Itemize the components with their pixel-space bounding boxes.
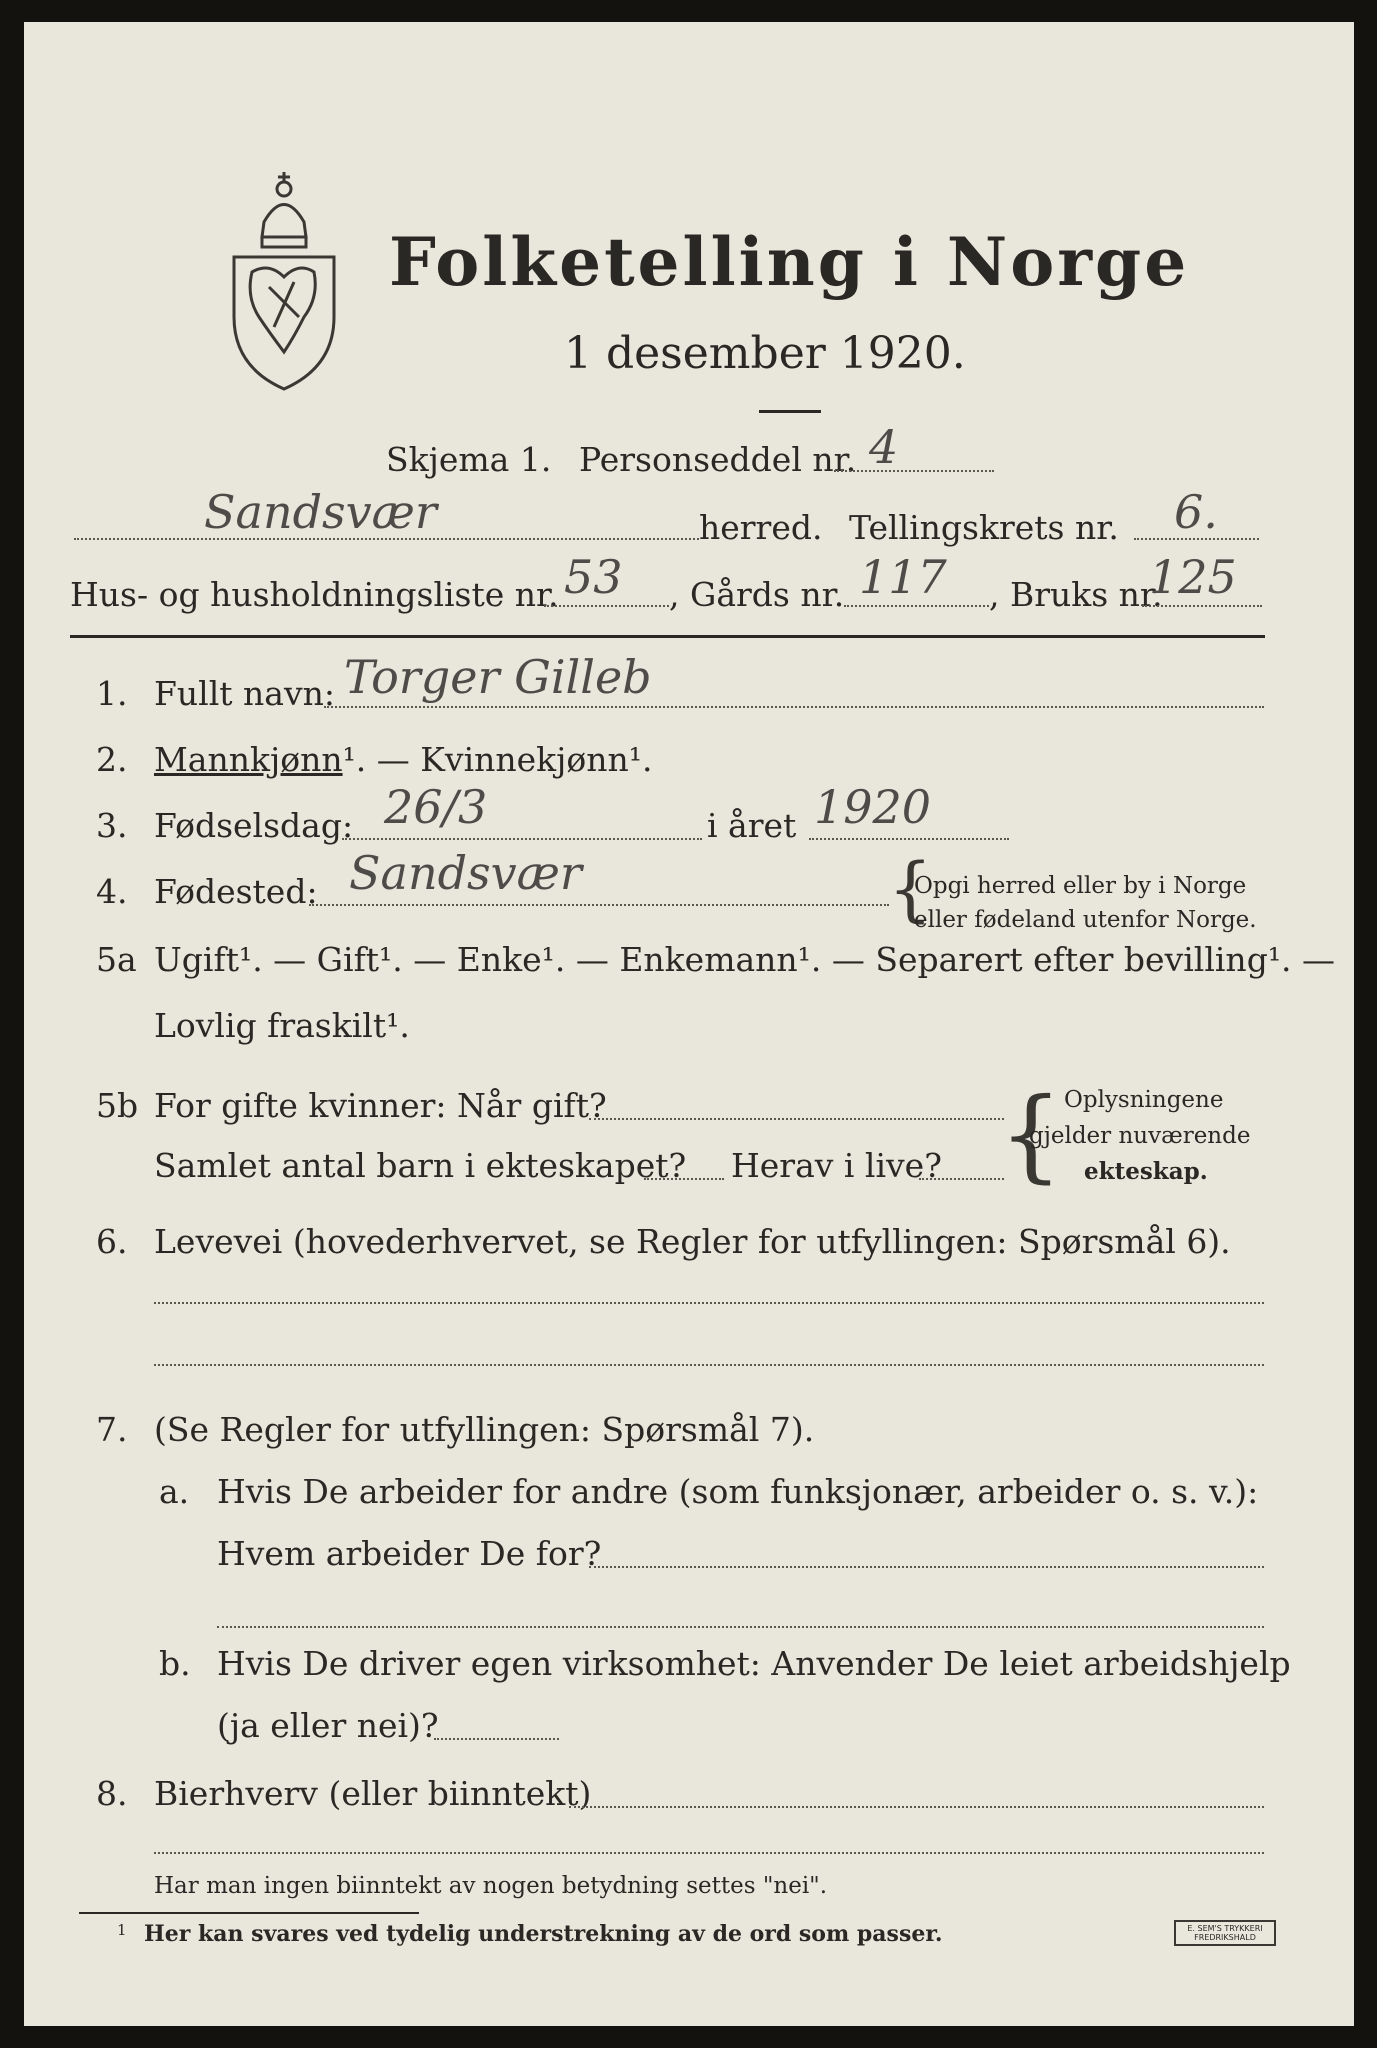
q1-label: Fullt navn: bbox=[154, 674, 335, 713]
q2-rest: ¹. — Kvinnekjønn¹. bbox=[342, 740, 653, 779]
q4-note-brace: { bbox=[888, 848, 933, 930]
q7b-line-1: Hvis De driver egen virksomhet: Anvender De leiet arbeidshjelp bbox=[217, 1644, 1291, 1683]
q8-label: Bierhverv (eller biinntekt) bbox=[154, 1774, 592, 1813]
gards-value: 117 bbox=[859, 550, 947, 604]
q1-number: 1. bbox=[96, 674, 128, 713]
q7a-line-2: Hvem arbeider De for? bbox=[217, 1534, 602, 1573]
q5b-children-line bbox=[644, 1178, 724, 1180]
bruks-label: , Bruks nr. bbox=[989, 575, 1163, 614]
q5b-note-brace: { bbox=[999, 1076, 1063, 1193]
q3-value: 26/3 bbox=[384, 780, 488, 834]
footnote-text: Her kan svares ved tydelig understrekning av de ord som passer. bbox=[144, 1921, 943, 1947]
q5b-number: 5b bbox=[96, 1086, 139, 1125]
q3-year-value: 1920 bbox=[814, 780, 932, 834]
printer-city: FREDRIKSHALD bbox=[1194, 1933, 1256, 1942]
personseddel-line bbox=[834, 470, 994, 472]
q1-value: Torger Gilleb bbox=[344, 650, 652, 704]
q2-male-option: Mannkjønn bbox=[154, 740, 343, 779]
bruks-value: 125 bbox=[1149, 550, 1237, 604]
gards-line bbox=[844, 605, 989, 607]
q5b-line-2a: Samlet antal barn i ekteskapet? bbox=[154, 1146, 687, 1185]
q3-line bbox=[342, 838, 702, 840]
hus-line bbox=[544, 605, 669, 607]
gards-label: , Gårds nr. bbox=[669, 575, 845, 614]
q7b-letter: b. bbox=[159, 1644, 191, 1683]
q7-label: (Se Regler for utfyllingen: Spørsmål 7). bbox=[154, 1410, 815, 1449]
bruks-line bbox=[1142, 605, 1262, 607]
q5a-line-2: Lovlig fraskilt¹. bbox=[154, 1006, 410, 1045]
q5b-line-2b: Herav i live? bbox=[731, 1146, 942, 1185]
q3-year-line bbox=[809, 838, 1009, 840]
q5a-line-1: Ugift¹. — Gift¹. — Enke¹. — Enkemann¹. — Separert efter bevilling¹. — bbox=[154, 940, 1336, 979]
hus-value: 53 bbox=[564, 550, 623, 604]
q5b-alive-line bbox=[919, 1178, 1004, 1180]
q3-year-label: i året bbox=[707, 806, 797, 845]
q5b-married-line bbox=[589, 1118, 1004, 1120]
q4-note-1: Opgi herred eller by i Norge bbox=[914, 873, 1247, 899]
q8-number: 8. bbox=[96, 1774, 128, 1813]
q7b-line bbox=[434, 1738, 559, 1740]
q4-number: 4. bbox=[96, 872, 128, 911]
q4-value: Sandsvær bbox=[349, 846, 582, 900]
q8-note: Har man ingen biinntekt av nogen betydning settes "nei". bbox=[154, 1873, 828, 1899]
q4-line bbox=[309, 904, 889, 906]
q5a-number: 5a bbox=[96, 940, 137, 979]
q8-line bbox=[569, 1806, 1264, 1808]
hus-label: Hus- og husholdningsliste nr. bbox=[70, 575, 559, 614]
header-divider bbox=[70, 635, 1265, 638]
q7b-line-2: (ja eller nei)? bbox=[217, 1706, 439, 1745]
tellingskrets-value: 6. bbox=[1174, 485, 1218, 539]
q7a-line-1: Hvis De arbeider for andre (som funksjonær, arbeider o. s. v.): bbox=[217, 1472, 1259, 1511]
personseddel-value: 4 bbox=[869, 420, 899, 474]
herred-label: herred. bbox=[699, 508, 823, 547]
q6-label: Levevei (hovederhvervet, se Regler for utfyllingen: Spørsmål 6). bbox=[154, 1222, 1231, 1261]
q6-line-2 bbox=[154, 1364, 1264, 1366]
q4-note-2: eller fødeland utenfor Norge. bbox=[914, 907, 1257, 933]
coat-of-arms-icon bbox=[224, 167, 344, 392]
q7a-line bbox=[589, 1566, 1264, 1568]
q5b-note-2: gjelder nuværende bbox=[1029, 1123, 1251, 1149]
q2-number: 2. bbox=[96, 740, 128, 779]
title-divider bbox=[759, 410, 821, 413]
q5b-line-1: For gifte kvinner: Når gift? bbox=[154, 1086, 607, 1125]
personseddel-label: Personseddel nr. bbox=[579, 440, 857, 479]
q4-label: Fødested: bbox=[154, 872, 318, 911]
q1-line bbox=[324, 706, 1264, 708]
q8-line-extra bbox=[154, 1852, 1264, 1854]
census-date: 1 desember 1920. bbox=[564, 328, 966, 379]
form-title: Folketelling i Norge bbox=[389, 223, 1190, 301]
footnote-rule bbox=[79, 1912, 419, 1914]
skjema-label: Skjema 1. bbox=[386, 440, 552, 479]
census-form bbox=[24, 22, 1354, 2026]
q5b-note-1: Oplysningene bbox=[1064, 1087, 1224, 1113]
printer-name: E. SEM'S TRYKKERI bbox=[1187, 1924, 1263, 1933]
tellingskrets-label: Tellingskrets nr. bbox=[849, 508, 1119, 547]
q7a-letter: a. bbox=[159, 1472, 190, 1511]
q6-number: 6. bbox=[96, 1222, 128, 1261]
q3-label: Fødselsdag: bbox=[154, 806, 354, 845]
q5b-note-3: ekteskap. bbox=[1084, 1158, 1208, 1185]
q7a-line-extra bbox=[217, 1626, 1264, 1628]
printer-stamp bbox=[1174, 1920, 1276, 1946]
q3-number: 3. bbox=[96, 806, 128, 845]
footnote-mark: 1 bbox=[117, 1921, 127, 1939]
q7-number: 7. bbox=[96, 1410, 128, 1449]
q2-options bbox=[154, 740, 653, 780]
herred-value: Sandsvær bbox=[204, 485, 437, 539]
q6-line-1 bbox=[154, 1302, 1264, 1304]
